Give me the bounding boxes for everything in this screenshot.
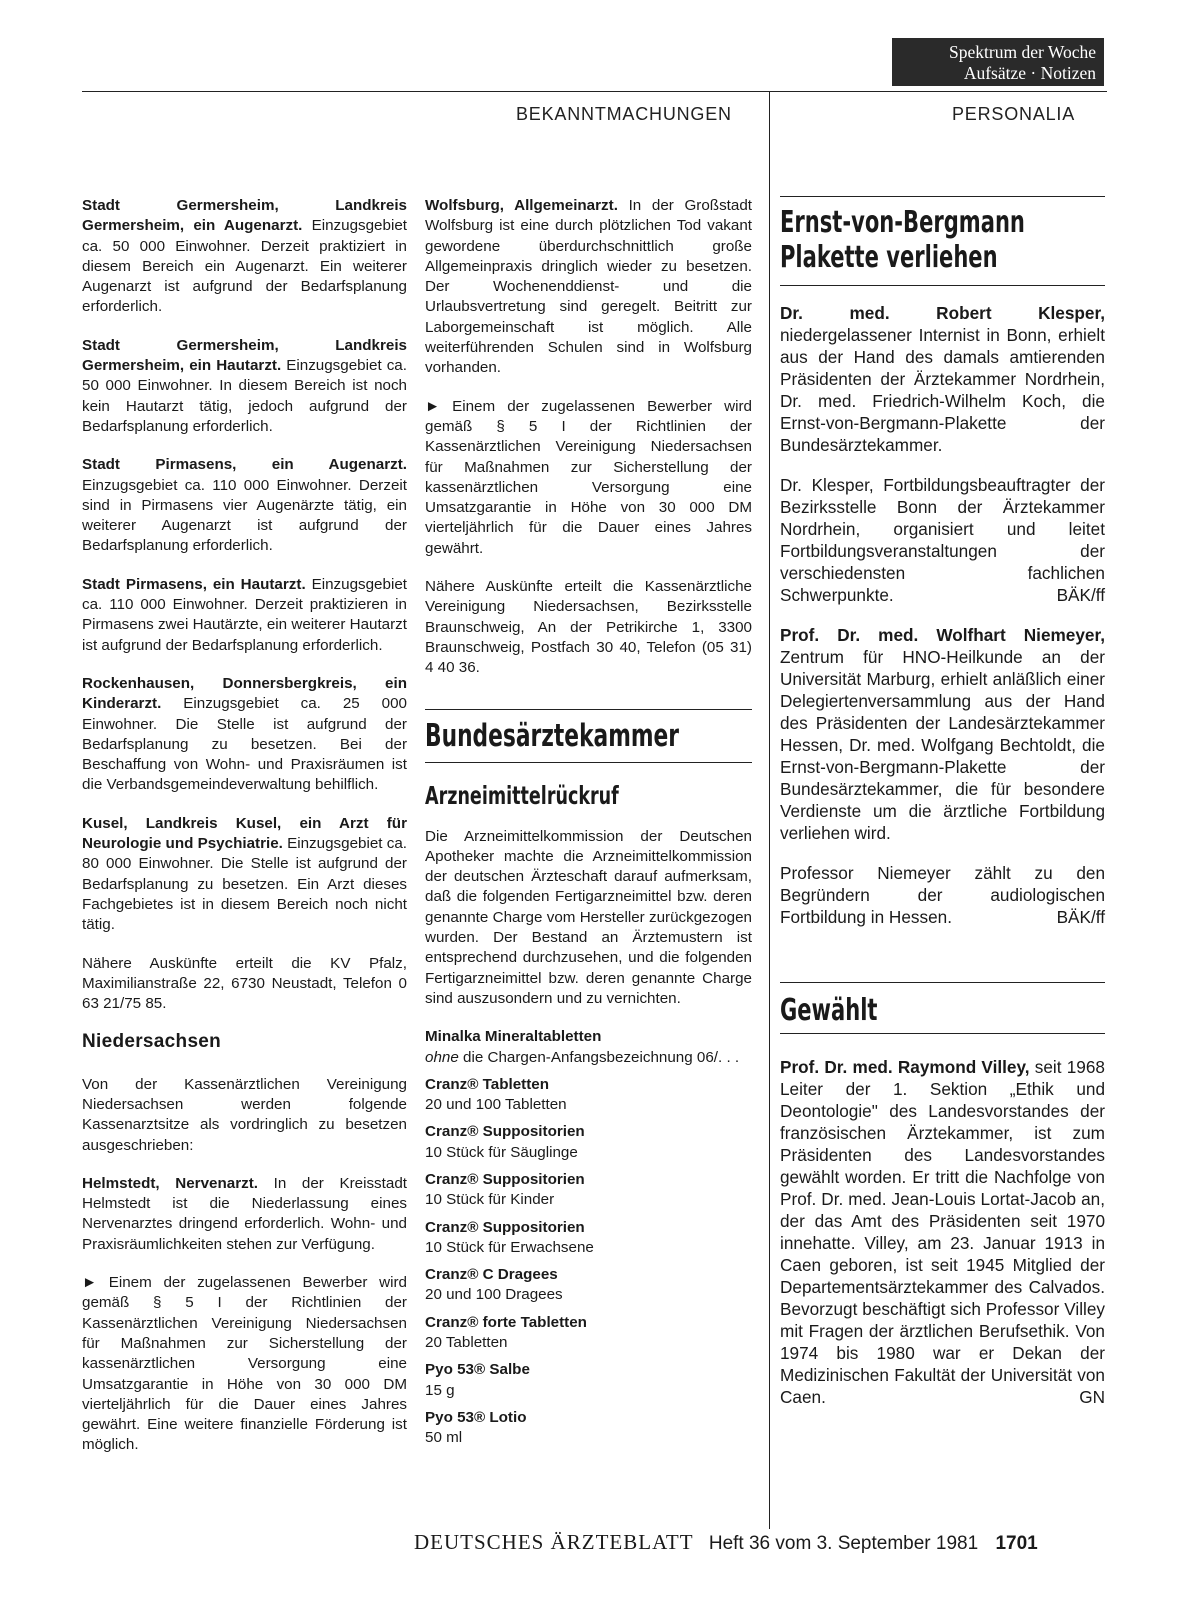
product-item: Cranz® Suppositorien 10 Stück für Kinder xyxy=(425,1170,585,1209)
product-item: Cranz® Tabletten 20 und 100 Tabletten xyxy=(425,1075,567,1114)
product-item: Minalka Mineraltabletten ohne die Chargen-Anfangsbezeichnung 06/. . . xyxy=(425,1028,740,1066)
notice-rockenhausen: Rockenhausen, Donnersbergkreis, ein Kinderarzt. Einzugsgebiet ca. 25 000 Einwohner. Die Stelle ist aufgrund der Bedarfsplanung zu besetzen. Bei der Beschaffung von Wohn- und Praxisräumen ist die Verbandsgemeindeverwaltung behilflich. xyxy=(82,674,407,794)
magazine-name: DEUTSCHES ÄRZTEBLATT xyxy=(414,1530,694,1554)
product-item: Cranz® forte Tabletten 20 Tabletten xyxy=(425,1313,587,1352)
item-niemeyer: Prof. Dr. med. Wolfhart Niemeyer, Zentrum für HNO-Heilkunde an der Universität Marburg, erhielt anläßlich einer Delegiertenversammlung aus der Hand des Präsidenten der Landesärztekammer Hessen, Dr. med. Wolfgang Bechtoldt, die Ernst-von-Bergmann-Plakette der Bundesärztekammer, die für besondere Verdienste um die ärztliche Fortbildung verliehen wird. xyxy=(780,625,1105,843)
recall-intro: Die Arzneimittelkommission der Deutschen Apotheker machte die Arzneimittelkommission der deutschen Ärzteschaft darauf aufmerksam, daß die folgenden Fertigarzneimittel bzw. deren genannte Charge vom Hersteller zurückgezogen wurden. Der Bestand an Ärztemustern ist entsprechend durchzusehen, und die folgenden Fertigarzneimittel bzw. deren genannte Charge sind auszusondern und zu vernichten. xyxy=(425,827,752,1007)
section-badge xyxy=(892,38,1104,86)
product-item: Cranz® C Dragees 20 und 100 Dragees xyxy=(425,1266,563,1304)
signature: BÄK/ff xyxy=(1056,907,1105,927)
signature: BÄK/ff xyxy=(1056,585,1105,605)
guarantee-wolfsburg: ► Einem der zugelassenen Bewerber wird gemäß § 5 I der Richtlinien der Kassenärztlichen Vereinigung Niedersachsen für Maßnahmen zur Sicherstellung der kassenärztlichen Versorgung eine Umsatzgarantie in Höhe von 30 000 DM vierteljährlich für die Dauer eines Jahres gewährt. xyxy=(425,397,752,557)
contact-kv-niedersachsen: Nähere Auskünfte erteilt die Kassenärztliche Vereinigung Niedersachsen, Bezirksstelle Braunschweig, An der Petrikirche 1, 3300 Braunschweig, Postfach 30 40, Telefon (05 31) 4 40 36. xyxy=(425,578,752,677)
page-footer xyxy=(414,1530,1038,1555)
notice-pirmasens-augenarzt: Stadt Pirmasens, ein Augenarzt. Einzugsgebiet ca. 110 000 Einwohner. Derzeit sind in Pirmasens vier Augenärzte tätig, ein weiterer Augenarzt ist aufgrund der Bedarfsplanung erforderlich. xyxy=(82,456,407,555)
rule xyxy=(425,709,752,710)
rule xyxy=(780,285,1105,286)
contact-kv-pfalz: Nähere Auskünfte erteilt die KV Pfalz, Maximilianstraße 22, 6730 Neustadt, Telefon 0 63 21/75 85. xyxy=(82,954,407,1013)
recall-product-list xyxy=(425,1027,752,1448)
subhead-niedersachsen: Niedersachsen xyxy=(82,1031,222,1053)
title-gewaehlt: Gewählt xyxy=(780,993,878,1028)
intro-niedersachsen: Von der Kassenärztlichen Vereinigung Niedersachsen werden folgende Kassenarztsitze als vordringlich zu besetzen ausgeschrieben: xyxy=(82,1075,407,1154)
item-niemeyer-2: Professor Niemeyer zählt zu den Begründern der audiologischen Fortbildung in Hessen. BÄK/ff xyxy=(780,863,1105,927)
subtitle-arzneimittelrueckruf: Arzneimittelrückruf xyxy=(425,780,619,810)
rule xyxy=(780,982,1105,983)
guarantee-helmstedt: ► Einem der zugelassenen Bewerber wird gemäß § 5 I der Richtlinien der Kassenärztlichen Vereinigung Niedersachsen für Maßnahmen zur Sicherstellung der kassenärztlichen Versorgung eine Umsatzgarantie in Höhe von 30 000 DM vierteljährlich für die Dauer eines Jahres gewährt. Eine weitere finanzielle Förderung ist möglich. xyxy=(82,1274,407,1454)
product-item: Pyo 53® Salbe 15 g xyxy=(425,1361,530,1399)
rule xyxy=(780,1033,1105,1034)
title-block xyxy=(780,993,1105,1033)
notice-wolfsburg: Wolfsburg, Allgemeinarzt. In der Großstadt Wolfsburg ist eine durch plötzlichen Tod vakant gewordene überdurchschnittlich große Allgemeinpraxis dringlich wieder zu besetzen. Der Wochenenddienst- und die Urlaubsvertretung sind geregelt. Beitritt zur Laborgemeinschaft ist möglich. Alle weiterführenden Schulen sind in Wolfsburg vorhanden. xyxy=(425,197,753,377)
header-personalia: PERSONALIA xyxy=(952,104,1076,124)
rule xyxy=(780,196,1105,197)
title-ernst-von-bergmann-2: Plakette verliehen xyxy=(780,240,998,275)
notice-helmstedt: Helmstedt, Nervenarzt. In der Kreisstadt Helmstedt ist die Niederlassung eines Nervenarztes dringend erforderlich. Wohn- und Praxisräumlichkeiten stehen zur Verfügung. xyxy=(82,1174,407,1253)
product-item: Pyo 53® Lotio 50 ml xyxy=(425,1408,527,1447)
issue-info: Heft 36 vom 3. September 1981 xyxy=(708,1533,979,1554)
item-klesper-2: Dr. Klesper, Fortbildungsbeauftragter der Bezirksstelle Bonn der Ärztekammer Nordrhein, organisiert und leitet Fortbildungsveranstaltungen der verschiedensten fachlichen Schwerpunkte. BÄK/ff xyxy=(780,475,1105,605)
title-ernst-von-bergmann-1: Ernst-von-Bergmann xyxy=(780,205,1025,240)
header-rule xyxy=(82,91,1107,92)
page-number: 1701 xyxy=(995,1533,1038,1554)
notice-germersheim-hautarzt: Stadt Germersheim, Landkreis Germersheim, ein Hautarzt. Einzugsgebiet ca. 50 000 Einwohner. In diesem Bereich ist noch kein Hautarzt tätig, jedoch aufgrund der Bedarfsplanung erforderlich. xyxy=(82,336,407,435)
signature: GN xyxy=(1079,1387,1105,1407)
column-2 xyxy=(425,196,752,1456)
badge-line-2: Aufsätze · Notizen xyxy=(963,63,1096,83)
column-1 xyxy=(82,196,407,1474)
notice-germersheim-augenarzt: Stadt Germersheim, Landkreis Germersheim, ein Augenarzt. Einzugsgebiet ca. 50 000 Einwohner. Derzeit praktiziert in diesem Bereich ein Augenarzt. Ein weiterer Augenarzt ist aufgrund der Bedarfsplanung erforderlich. xyxy=(82,197,407,316)
rule xyxy=(425,762,752,763)
section-title-bundesaerztekammer: Bundesärztekammer xyxy=(425,717,680,754)
item-klesper: Dr. med. Robert Klesper, niedergelassener Internist in Bonn, erhielt aus der Hand des damals amtierenden Präsidenten der Ärztekammer Nordrhein, Dr. med. Friedrich-Wilhelm Koch, die Ernst-von-Bergmann-Plakette der Bundesärztekammer. xyxy=(780,303,1105,455)
badge-line-1: Spektrum der Woche xyxy=(949,42,1096,62)
notice-kusel: Kusel, Landkreis Kusel, ein Arzt für Neurologie und Psychiatrie. Einzugsgebiet ca. 80 000 Einwohner. Die Stelle ist aufgrund der Bedarfsplanung zu besetzen. Ein Arzt dieses Fachgebietes ist in diesem Bereich noch nicht tätig. xyxy=(82,814,407,934)
header-bekanntmachungen: BEKANNTMACHUNGEN xyxy=(516,104,732,124)
title-block xyxy=(780,205,1105,279)
subtitle-block xyxy=(425,781,752,817)
product-item: Cranz® Suppositorien 10 Stück für Säuglinge xyxy=(425,1123,585,1161)
notice-pirmasens-hautarzt: Stadt Pirmasens, ein Hautarzt. Einzugsgebiet ca. 110 000 Einwohner. Derzeit praktizieren in Pirmasens zwei Hautärzte, ein weiterer Hautarzt ist aufgrund der Bedarfsplanung erforderlich. xyxy=(82,575,407,654)
column-divider xyxy=(769,92,770,1529)
column-3 xyxy=(780,196,1105,1426)
product-item: Cranz® Suppositorien 10 Stück für Erwachsene xyxy=(425,1218,594,1256)
item-villey: Prof. Dr. med. Raymond Villey, seit 1968 Leiter der 1. Sektion „Ethik und Deontologie" des Landesvorstandes der französischen Ärztekammer, ist zum Präsidenten des Landesvorstandes gewählt worden. Er tritt die Nachfolge von Prof. Dr. med. Jean-Louis Lortat-Jacob an, der das Amt des Präsidenten seit 1970 innehatte. Villey, am 23. Januar 1913 in Caen geboren, ist seit 1945 Mitglied der Departementsärztekammer des Calvados. Bevorzugt beschäftigt sich Professor Villey mit Fragen der ärztlichen Berufsethik. Von 1974 bis 1980 war er Dekan der Medizinischen Fakultät der Universität von Caen. GN xyxy=(780,1057,1105,1407)
section-title-block xyxy=(425,718,752,762)
